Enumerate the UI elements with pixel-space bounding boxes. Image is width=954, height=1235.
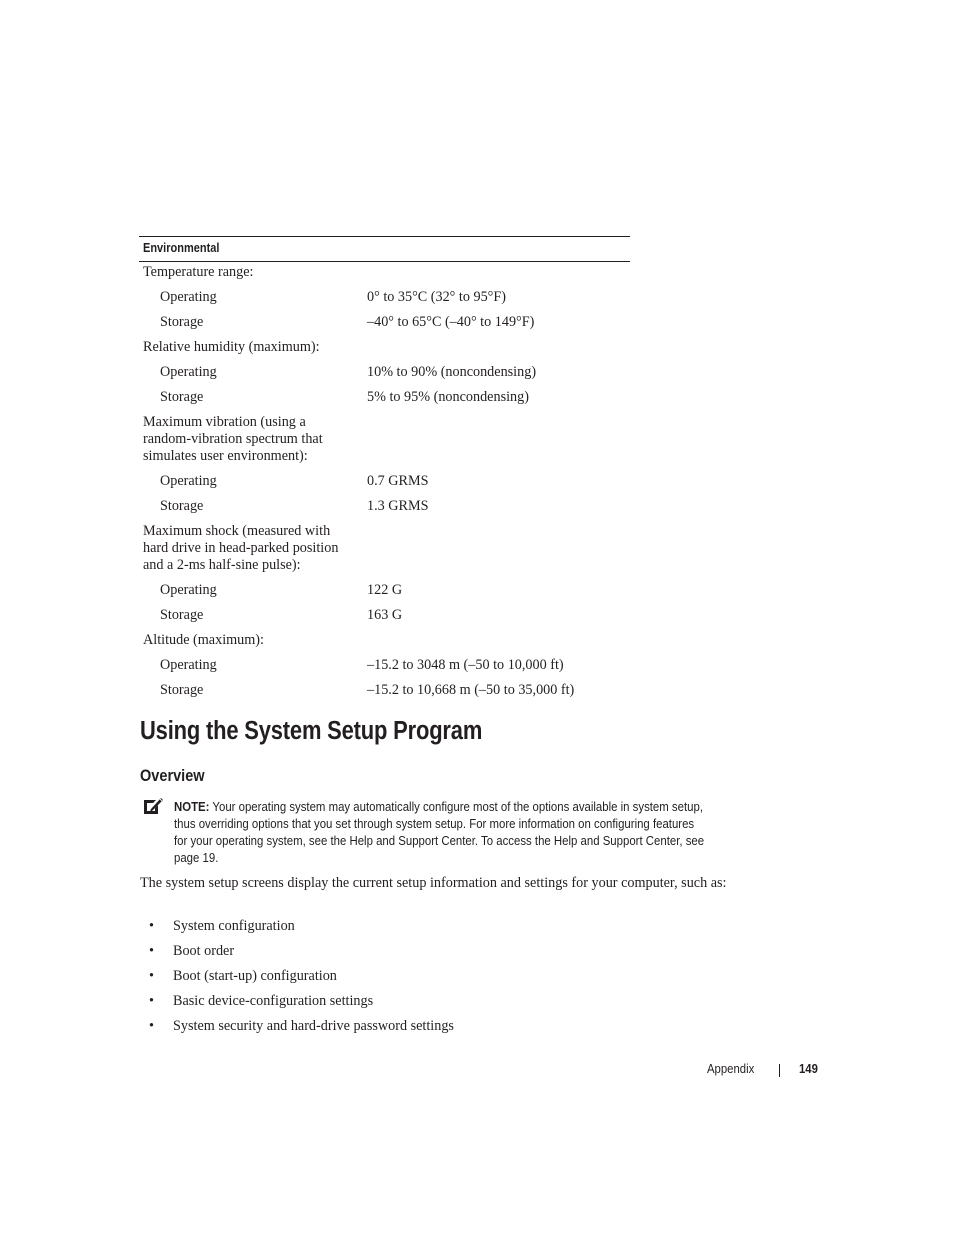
row-label: Maximum shock (measured with hard drive in head-parked position and a 2-ms half-sine pulse): [143, 523, 339, 573]
table-row [139, 414, 630, 465]
row-value: 0° to 35°C (32° to 95°F) [367, 289, 506, 305]
row-value: 1.3 GRMS [367, 498, 429, 514]
list-item-text: System security and hard-drive password settings [173, 1018, 454, 1034]
row-value: 163 G [367, 607, 403, 623]
row-label: Storage [160, 682, 204, 698]
note-text-1: Your operating system may automatically configure most of the options available in system setup, [212, 800, 703, 814]
table-row [139, 498, 630, 515]
pencil-note-icon [142, 796, 164, 816]
row-label: Maximum vibration (using a random-vibration spectrum that simulates user environment): [143, 414, 323, 464]
note-line-2: thus overriding options that you set through system setup. For more information on configuring features [174, 817, 695, 831]
row-value: 10% to 90% (noncondensing) [367, 364, 537, 380]
row-label: Operating [160, 473, 217, 489]
row-label: Storage [160, 389, 204, 405]
table-row [139, 582, 630, 599]
row-label: Operating [160, 582, 217, 598]
row-label: Storage [160, 314, 204, 330]
overview-heading: Overview [140, 767, 205, 785]
row-value: –40° to 65°C (–40° to 149°F) [367, 314, 535, 330]
table-row [139, 473, 630, 490]
table-row [139, 364, 630, 381]
row-value: –15.2 to 10,668 m (–50 to 35,000 ft) [367, 682, 575, 698]
row-value: –15.2 to 3048 m (–50 to 10,000 ft) [367, 657, 564, 673]
note-label: NOTE: [174, 800, 210, 814]
bullet-glyph: • [149, 943, 154, 959]
bullet-glyph: • [149, 993, 154, 1009]
row-label: Storage [160, 498, 204, 514]
note-line-3: for your operating system, see the Help and Support Center. To access the Help and Support Center, see [174, 834, 705, 848]
bullet-glyph: • [149, 918, 154, 934]
list-item-text: System configuration [173, 918, 295, 934]
row-value: 5% to 95% (noncondensing) [367, 389, 529, 405]
note-block [174, 799, 834, 867]
list-item-text: Boot (start-up) configuration [173, 968, 337, 984]
row-label: Storage [160, 607, 204, 623]
table-row [139, 339, 630, 356]
table-row [139, 264, 630, 281]
table-row [139, 632, 630, 649]
table-row [139, 682, 630, 699]
table-header-label: Environmental [143, 241, 220, 255]
note-line-4: page 19. [174, 851, 219, 865]
row-label: Relative humidity (maximum): [143, 339, 320, 355]
row-value: 122 G [367, 582, 403, 598]
table-row [139, 389, 630, 406]
table-header-rule [139, 261, 630, 262]
footer-section-name: Appendix [707, 1062, 755, 1076]
bullet-glyph: • [149, 1018, 154, 1034]
footer-divider [779, 1064, 780, 1077]
note-line-1 [174, 799, 771, 816]
row-label: Altitude (maximum): [143, 632, 264, 648]
page-number: 149 [799, 1062, 818, 1076]
row-label: Temperature range: [143, 264, 254, 280]
table-row [139, 523, 630, 574]
list-item-text: Boot order [173, 943, 235, 959]
page-footer [0, 1062, 954, 1082]
list-item-text: Basic device-configuration settings [173, 993, 374, 1009]
table-row [139, 314, 630, 331]
row-label: Operating [160, 289, 217, 305]
bullet-glyph: • [149, 968, 154, 984]
intro-paragraph: The system setup screens display the current setup information and settings for your computer, such as: [140, 875, 727, 891]
table-row [139, 607, 630, 624]
row-label: Operating [160, 364, 217, 380]
row-label: Operating [160, 657, 217, 673]
table-row [139, 657, 630, 674]
table-header [139, 237, 630, 261]
row-value: 0.7 GRMS [367, 473, 429, 489]
table-row [139, 289, 630, 306]
section-title: Using the System Setup Program [140, 717, 483, 745]
environmental-spec-table [139, 236, 630, 698]
